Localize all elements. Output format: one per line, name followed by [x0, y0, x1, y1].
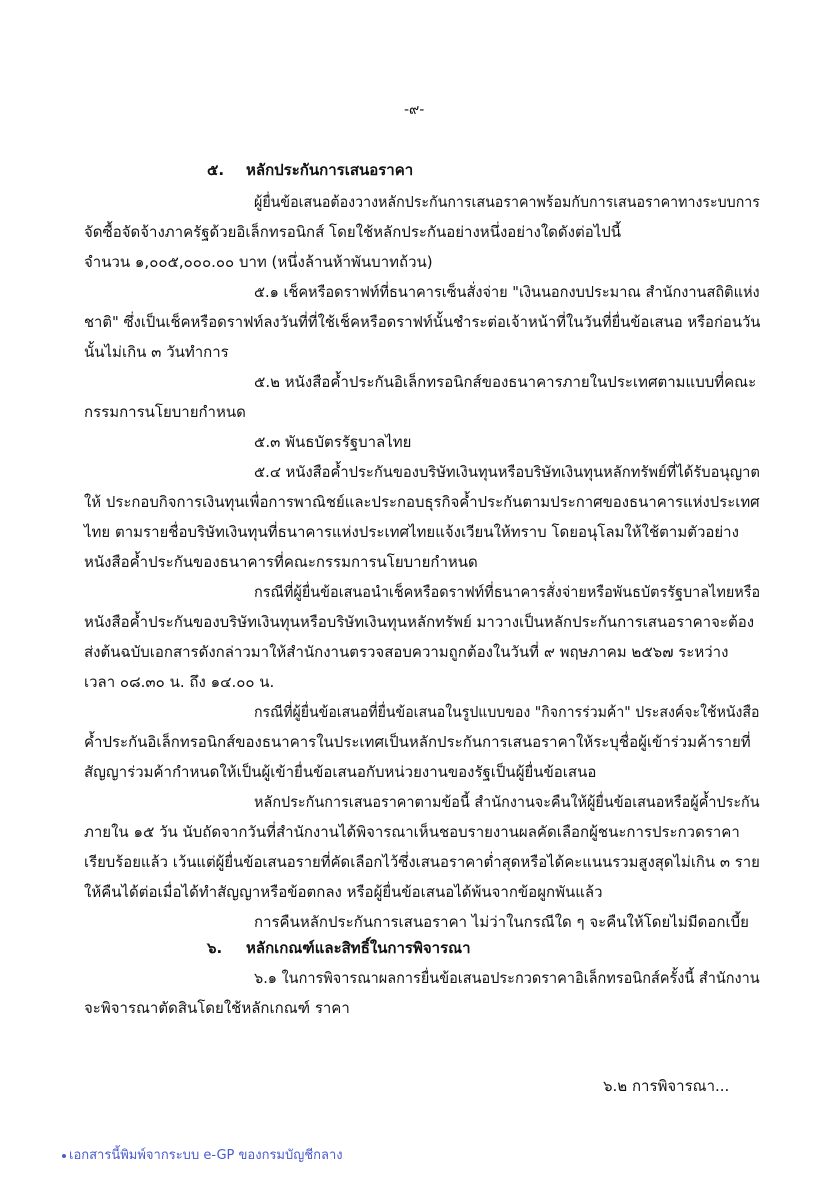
- return-paragraph-line: ภายใน ๑๕ วัน นับถัดจากวันที่สำนักงานได้พิจารณาเห็นชอบรายงานผลคัดเลือกผู้ชนะการประกวดราคา: [84, 823, 740, 841]
- section-6-title: หลักเกณฑ์และสิทธิ์ในการพิจารณา: [246, 939, 471, 957]
- return-paragraph-line: หลักประกันการเสนอราคาตามข้อนี้ สำนักงานจะคืนให้ผู้ยื่นข้อเสนอหรือผู้ค้ำประกัน: [254, 793, 760, 811]
- section-5-intro-line: จัดซื้อจัดจ้างภาครัฐด้วยอิเล็กทรอนิกส์ โดยใช้หลักประกันอย่างหนึ่งอย่างใดดังต่อไปนี้: [84, 223, 622, 241]
- continuation-marker: ๖.๒ การพิจารณา...: [603, 1077, 730, 1095]
- item-5-1-line: ชาติ" ซึ่งเป็นเช็คหรือดราฟท์ลงวันที่ที่ใช้เช็คหรือดราฟท์นั้นชำระต่อเจ้าหน้าที่ในวันที่ยื่นข้อเสนอ หรือก่อนวัน: [84, 313, 761, 331]
- section-5-intro-line: จำนวน ๑,๐๐๕,๐๐๐.๐๐ บาท (หนึ่งล้านห้าพันบาทถ้วน): [84, 253, 433, 271]
- joint-venture-paragraph-line: สัญญาร่วมค้ากำหนดให้เป็นผู้เข้ายื่นข้อเสนอกับหน่วยงานของรัฐเป็นผู้ยื่นข้อเสนอ: [84, 763, 597, 781]
- section-5-number: ๕.: [207, 161, 225, 179]
- item-6-1-line: จะพิจารณาตัดสินโดยใช้หลักเกณฑ์ ราคา: [84, 999, 350, 1017]
- page-number: -๙-: [404, 102, 425, 118]
- item-5-4-line: ให้ ประกอบกิจการเงินทุนเพื่อการพาณิชย์และประกอบธุรกิจค้ำประกันตามประกาศของธนาคารแห่งประเทศ: [84, 493, 760, 511]
- interest-paragraph: การคืนหลักประกันการเสนอราคา ไม่ว่าในกรณีใด ๆ จะคืนให้โดยไม่มีดอกเบี้ย: [254, 913, 749, 931]
- item-5-2-line: กรรมการนโยบายกำหนด: [84, 403, 246, 421]
- joint-venture-paragraph-line: กรณีที่ผู้ยื่นข้อเสนอที่ยื่นข้อเสนอในรูปแบบของ "กิจการร่วมค้า" ประสงค์จะใช้หนังสือ: [254, 703, 760, 721]
- bullet-icon: [62, 1154, 66, 1158]
- return-paragraph-line: เรียบร้อยแล้ว เว้นแต่ผู้ยื่นข้อเสนอรายที่คัดเลือกไว้ซึ่งเสนอราคาต่ำสุดหรือได้คะแนนรวมสูงสุดไม่เกิน ๓ ราย: [84, 853, 760, 871]
- section-6-number: ๖.: [207, 939, 223, 957]
- item-5-1-line: ๕.๑ เช็คหรือดราฟท์ที่ธนาคารเซ็นสั่งจ่าย "เงินนอกงบประมาณ สำนักงานสถิติแห่ง: [254, 283, 760, 301]
- item-5-4-line: ไทย ตามรายชื่อบริษัทเงินทุนที่ธนาคารแห่งประเทศไทยแจ้งเวียนให้ทราบ โดยอนุโลมให้ใช้ตามตัวอย่าง: [84, 523, 739, 541]
- cheque-paragraph-line: เวลา ๐๘.๓๐ น. ถึง ๑๔.๐๐ น.: [84, 673, 275, 691]
- footer-note: [62, 1144, 343, 1165]
- cheque-paragraph-line: หนังสือค้ำประกันของบริษัทเงินทุนหรือบริษัทเงินทุนหลักทรัพย์ มาวางเป็นหลักประกันการเสนอราคาจะต้อง: [84, 613, 755, 631]
- cheque-paragraph-line: กรณีที่ผู้ยื่นข้อเสนอนำเช็คหรือดราฟท์ที่ธนาคารสั่งจ่ายหรือพันธบัตรรัฐบาลไทยหรือ: [254, 583, 761, 601]
- joint-venture-paragraph-line: ค้ำประกันอิเล็กทรอนิกส์ของธนาคารในประเทศเป็นหลักประกันการเสนอราคาให้ระบุชื่อผู้เข้าร่วมค้ารายที่: [84, 733, 751, 751]
- section-5-intro-line: ผู้ยื่นข้อเสนอต้องวางหลักประกันการเสนอราคาพร้อมกับการเสนอราคาทางระบบการ: [254, 193, 760, 211]
- return-paragraph-line: ให้คืนได้ต่อเมื่อได้ทำสัญญาหรือข้อตกลง หรือผู้ยื่นข้อเสนอได้พ้นจากข้อผูกพันแล้ว: [84, 883, 603, 901]
- item-5-4-line: หนังสือค้ำประกันของธนาคารที่คณะกรรมการนโยบายกำหนด: [84, 553, 478, 571]
- item-5-4-line: ๕.๔ หนังสือค้ำประกันของบริษัทเงินทุนหรือบริษัทเงินทุนหลักทรัพย์ที่ได้รับอนุญาต: [254, 463, 760, 481]
- item-5-3-line: ๕.๓ พันธบัตรรัฐบาลไทย: [254, 433, 412, 451]
- item-5-1-line: นั้นไม่เกิน ๓ วันทำการ: [84, 343, 229, 361]
- item-5-2-line: ๕.๒ หนังสือค้ำประกันอิเล็กทรอนิกส์ของธนาคารภายในประเทศตามแบบที่คณะ: [254, 373, 757, 391]
- section-5-title: หลักประกันการเสนอราคา: [246, 161, 414, 179]
- footer-note-text: เอกสารนี้พิมพ์จากระบบ e-GP ของกรมบัญชีกลาง: [69, 1148, 343, 1163]
- item-6-1-line: ๖.๑ ในการพิจารณาผลการยื่นข้อเสนอประกวดราคาอิเล็กทรอนิกส์ครั้งนี้ สำนักงาน: [254, 969, 760, 987]
- cheque-paragraph-line: ส่งต้นฉบับเอกสารดังกล่าวมาให้สำนักงานตรวจสอบความถูกต้องในวันที่ ๙ พฤษภาคม ๒๕๖๗ ระหว่าง: [84, 643, 729, 661]
